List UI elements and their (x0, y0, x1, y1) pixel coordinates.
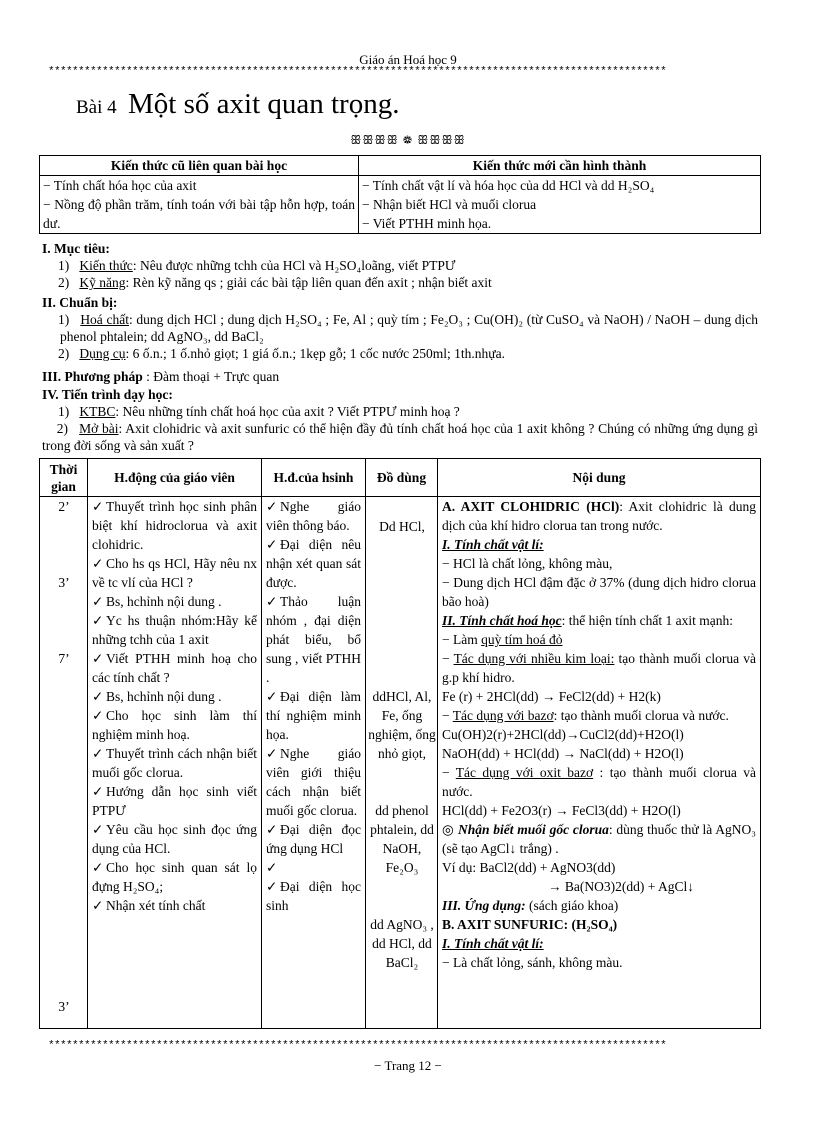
student-step: Đại diện nêu nhận xét quan sát được. (266, 537, 361, 590)
prep-chemicals-text: : dung dịch HCl ; dung dịch H₂SO₄ ; Fe, Al ; quỳ tím ; Fe₂O₃ ; Cu(OH)₂ (từ CuSO₄ và NaOH) / NaOH – dung dịch phenol phtalein; dd AgNO₃, dd BaCl₂ (60, 312, 758, 344)
content-recog-title: ◎ Nhận biết muối gốc clorua (442, 822, 609, 837)
student-step: Đại diện học sinh (266, 879, 361, 913)
tools-cell (366, 497, 438, 1029)
lesson-heading: Một số axit quan trọng. (128, 88, 400, 120)
teacher-step: Viết PTHH minh hoạ cho các tính chất ? (92, 651, 257, 685)
lesson-title (76, 88, 399, 121)
student-step: Nghe giáo viên giới thiệu cách nhận biết muối gốc clorua. (266, 746, 361, 818)
content-use-text: (sách giáo khoa) (525, 898, 619, 913)
teacher-step: Hướng dẫn học sinh viết PTPƯ (92, 784, 257, 818)
ornament-divider: ꕥꕥꕥꕥ ❁ ꕥꕥꕥꕥ (350, 133, 466, 147)
knowledge-old-header: Kiến thức cũ liên quan bài học (40, 156, 359, 176)
content-cell: A. AXIT CLOHIDRIC (HCl): Axit clohidric là dung dịch của khí hidro clorua tan trong nước. I. Tính chất vật lí: − HCl là chất lỏng, không màu, − Dung dịch HCl đậm đặc ở 37% (dung dịch hidro clorua bão hoà) II. Tính chất hoá học: thể hiện tính chất 1 axit mạnh: − Làm quỳ tím hoá đỏ − Tác dụng với nhiều kim loại: tạo thành muối clorua và g.p khí hidro. Fe (r) + 2HCl(dd) → FeCl2(dd) + H2(k) − Tác dụng với bazơ: tạo thành muối clorua và nước. Cu(OH)2(r)+2HCl(dd)→CuCl2(dd)+H2O(l) NaOH(dd) + HCl(dd) → NaCl(dd) + H2O(l) − Tác dụng với oxit bazơ : tạo thành muối clorua và nước. HCl(dd) + Fe2O3(r) → FeCl3(dd) + H2O(l) ◎ Nhận biết muối gốc clorua: dùng thuốc thử là AgNO₃ (sẽ tạo AgCl↓ trắng) . Ví dụ: BaCl2(dd) + AgNO3(dd) → Ba(NO3)2(dd) + AgCl↓ III. Ứng dụng: (sách giáo khoa) B. AXIT SUNFURIC: (H₂SO₄) I. Tính chất vật lí: − Là chất lỏng, sánh, không màu. (438, 497, 761, 1029)
col-student-header: H.đ.của hsinh (262, 459, 366, 497)
lesson-table (39, 458, 761, 1029)
process-ktbc-text: : Nêu những tính chất hoá học của axit ? Viết PTPƯ minh hoạ ? (115, 404, 460, 419)
content-recog-text: : dùng thuốc thử là AgNO₃ (sẽ tạo AgCl↓ trắng) . (442, 822, 756, 856)
content-c1-prefix: − Làm (442, 632, 482, 647)
tools-item: dd phenol phtalein, dd NaOH, Fe₂O₃ (370, 803, 434, 875)
content-c4-label: Tác dụng với oxit bazơ (455, 765, 594, 780)
equation-4: HCl(dd) + Fe2O3(r) → FeCl3(dd) + H2O(l) (442, 803, 681, 818)
time-value: 3’ (58, 999, 70, 1014)
knowledge-new-item: − Tính chất vật lí và hóa học của dd HCl và dd H₂SO₄ (362, 178, 655, 193)
content-phys-title: I. Tính chất vật lí: (442, 537, 544, 552)
content-c3-label: Tác dụng với bazơ (452, 708, 554, 723)
content-chem-title: II. Tính chất hoá học (442, 613, 562, 628)
teacher-step: Bs, hchỉnh nội dung . (106, 594, 222, 609)
content-a-text: : Axit clohidric là dung dịch của khí hidro clorua tan trong nước. (442, 499, 756, 533)
knowledge-old-cell (40, 176, 359, 234)
content-c3-text: : tạo thành muối clorua và nước. (553, 708, 729, 723)
objectives-heading: I. Mục tiêu: (42, 241, 110, 256)
example-2: → Ba(NO3)2(dd) + AgCl↓ (548, 879, 694, 894)
tools-item: Dd HCl, (379, 519, 425, 534)
page-header: Giáo án Hoá học 9 (359, 52, 457, 67)
process-ktbc-label: KTBC (79, 404, 116, 419)
method-text: : Đàm thoại + Trực quan (142, 369, 280, 384)
process-intro-text: : Axit clohidric và axit sunfuric có thể hiện đầy đủ tính chất hoá học của 1 axit không ? Chúng có những ứng dụng gì trong đời sống và sản xuất ? (42, 421, 758, 453)
time-value: 2’ (58, 499, 70, 514)
star-divider-bottom: ******************************************************************************************************* (48, 1040, 667, 1052)
teacher-cell: ✓ Thuyết trình học sinh phân biệt khí hidroclorua và axit clohidric. ✓ Cho hs qs HCl, Hãy nêu nx về tc vlí của HCl ? ✓ Bs, hchỉnh nội dung . ✓ Yc hs thuận nhóm:Hãy kể những tchh của 1 axit ✓ Viết PTHH minh hoạ cho các tính chất ? ✓ Bs, hchỉnh nội dung . ✓ Cho học sinh làm thí nghiệm minh hoạ. ✓ Thuyết trình cách nhận biết muối gốc clorua. ✓ Hướng dẫn học sinh viết PTPƯ ✓ Yêu cầu học sinh đọc ứng dụng của HCl. ✓ Cho học sinh quan sát lọ đựng H₂SO₄; ✓ Nhận xét tính chất (88, 497, 262, 1029)
knowledge-new-item: − Nhận biết HCl và muối clorua (362, 197, 537, 212)
prep-chemicals-label: Hoá chất (80, 312, 129, 327)
time-cell (40, 497, 88, 1029)
knowledge-old-item: − Tính chất hóa học của axit (43, 178, 197, 193)
student-step: Đại diện làm thí nghiệm minh họa. (266, 689, 361, 742)
col-teacher-header: H.động của giáo viên (88, 459, 262, 497)
knowledge-table (39, 155, 761, 234)
prep-tools-label: Dụng cụ (79, 346, 126, 361)
student-step: Nghe giáo viên thông báo. (266, 499, 361, 533)
process-section: IV. Tiến trình dạy học: 1) KTBC: Nêu những tính chất hoá học của axit ? Viết PTPƯ minh hoạ ? 2) Mở bài: Axit clohidric và axit sunfuric có thể hiện đầy đủ tính chất hoá học của 1 axit không ? Chúng có những ứng dụng gì trong đời sống và sản xuất ? (42, 387, 758, 453)
teacher-step: Cho hs qs HCl, Hãy nêu nx về tc vlí của HCl ? (92, 556, 257, 590)
objectives-knowledge-text: : Nêu được những tchh của HCl và H₂SO₄loãng, viết PTPƯ (132, 258, 456, 273)
content-c1: quỳ tím hoá đỏ (481, 632, 563, 647)
content-c2-text: tạo thành muối clorua và g.p khí hidro. (442, 651, 756, 685)
star-divider-top: ******************************************************************************************************* (48, 66, 667, 78)
content-c2-label: Tác dụng với nhiều kim loại: (453, 651, 615, 666)
knowledge-new-header: Kiến thức mới cần hình thành (359, 156, 761, 176)
process-intro-label: Mở bài (79, 421, 119, 436)
method-heading: III. Phương pháp (42, 369, 143, 384)
col-time-header: Thời gian (40, 459, 88, 497)
col-content-header: Nội dung (438, 459, 761, 497)
equation-3: NaOH(dd) + HCl(dd) → NaCl(dd) + H2O(l) (442, 746, 684, 761)
time-value: 3’ (58, 575, 70, 590)
objectives-skill-label: Kỹ năng (79, 275, 126, 290)
teacher-step: Nhận xét tính chất (106, 898, 206, 913)
example-1: Ví dụ: BaCl2(dd) + AgNO3(dd) (442, 860, 616, 875)
student-step: Thảo luận nhóm , đại diện phát biểu, bổ sung , viết PTHH . (266, 594, 361, 685)
teacher-step: Yêu cầu học sinh đọc ứng dụng của HCl. (92, 822, 257, 856)
content-b-phys-title: I. Tính chất vật lí: (442, 936, 544, 951)
method-section (42, 368, 758, 385)
teacher-step: Thuyết trình học sinh phân biệt khí hidroclorua và axit clohidric. (92, 499, 257, 552)
content-b-title: B. AXIT SUNFURIC: (H₂SO₄) (442, 917, 618, 932)
teacher-step: Thuyết trình cách nhận biết muối gốc clorua. (92, 746, 257, 780)
objectives-knowledge-label: Kiến thức (79, 258, 133, 273)
teacher-step: Cho học sinh làm thí nghiệm minh hoạ. (92, 708, 257, 742)
content-a-title: A. AXIT CLOHIDRIC (HCl) (442, 499, 620, 514)
equation-2: Cu(OH)2(r)+2HCl(dd)→CuCl2(dd)+H2O(l) (442, 727, 684, 742)
tools-item: ddHCl, Al, Fe, ống nghiệm, ống nhỏ giọt, (368, 689, 436, 761)
tools-item: dd AgNO₃ , dd HCl, dd BaCl₂ (370, 917, 434, 970)
page-footer: − Trang 12 − (374, 1058, 442, 1073)
content-c4-text: : tạo thành muối clorua và nước. (442, 765, 757, 799)
teacher-step: Cho học sinh quan sát lọ đựng H₂SO₄; (92, 860, 257, 894)
content-use-title: III. Ứng dụng: (442, 898, 526, 913)
content-phys-2: − Dung dịch HCl đậm đặc ở 37% (dung dịch hidro clorua bão hoà) (442, 575, 756, 609)
time-value: 7’ (58, 651, 70, 666)
content-b-phys-1: − Là chất lỏng, sánh, không màu. (442, 955, 623, 970)
col-tools-header: Đồ dùng (366, 459, 438, 497)
knowledge-new-item: − Viết PTHH minh họa. (362, 216, 492, 231)
equation-1: Fe (r) + 2HCl(dd) → FeCl2(dd) + H2(k) (442, 689, 661, 704)
knowledge-old-item: − Nồng độ phần trăm, tính toán với bài tập hỗn hợp, toán dư. (43, 197, 355, 231)
prep-tools-text: : 6 ố.n.; 1 ố.nhỏ giọt; 1 giá ố.n.; 1kẹp gỗ; 1 cốc nước 250ml; 1th.nhựa. (125, 346, 505, 361)
prep-heading: II. Chuẩn bị: (42, 295, 118, 310)
knowledge-new-cell (359, 176, 761, 234)
objectives-skill-text: : Rèn kỹ năng qs ; giải các bài tập liên quan đến axit ; nhận biết axit (125, 275, 492, 290)
teacher-step: Bs, hchỉnh nội dung . (106, 689, 222, 704)
content-chem-text: : thể hiện tính chất 1 axit mạnh: (561, 613, 733, 628)
student-cell: ✓ Nghe giáo viên thông báo. ✓ Đại diện nêu nhận xét quan sát được. ✓ Thảo luận nhóm , đại diện phát biểu, bổ sung , viết PTHH . ✓ Đại diện làm thí nghiệm minh họa. ✓ Nghe giáo viên giới thiệu cách nhận biết muối gốc clorua. ✓ Đại diện đọc ứng dụng HCl ✓ ✓ Đại diện học sinh (262, 497, 366, 1029)
prep-section: II. Chuẩn bị: 1) Hoá chất: dung dịch HCl ; dung dịch H₂SO₄ ; Fe, Al ; quỳ tím ; Fe₂O₃ ; Cu(OH)₂ (từ CuSO₄ và NaOH) / NaOH – dung dịch phenol phtalein; dd AgNO₃, dd BaCl₂ 2) Dụng cụ: 6 ố.n.; 1 ố.nhỏ giọt; 1 giá ố.n.; 1kẹp gỗ; 1 cốc nước 250ml; 1th.nhựa. (42, 295, 758, 361)
lesson-label: Bài 4 (76, 97, 117, 118)
process-heading: IV. Tiến trình dạy học: (42, 387, 173, 402)
teacher-step: Yc hs thuận nhóm:Hãy kể những tchh của 1 axit (92, 613, 257, 647)
content-phys-1: − HCl là chất lỏng, không màu, (442, 556, 613, 571)
objectives-section: I. Mục tiêu: 1) Kiến thức: Nêu được những tchh của HCl và H₂SO₄loãng, viết PTPƯ 2) Kỹ năng: Rèn kỹ năng qs ; giải các bài tập liên quan đến axit ; nhận biết axit (42, 241, 492, 290)
student-step: Đại diện đọc ứng dụng HCl (266, 822, 361, 856)
